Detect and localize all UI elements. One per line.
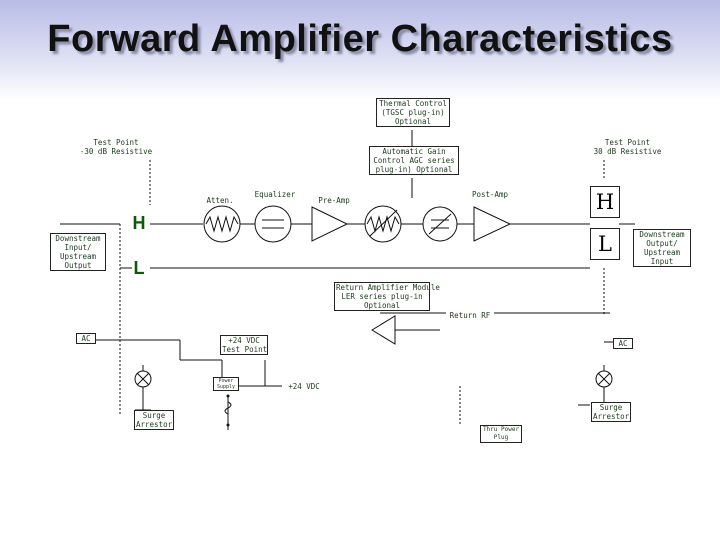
test-point-right-label: Test Point 30 dB Resistive xyxy=(593,138,662,156)
agc-label: Automatic Gain Control AGC series plug-in) Optional xyxy=(369,146,459,175)
variable-gain-symbol xyxy=(365,206,401,242)
l-left-label: L xyxy=(133,258,145,278)
h-left-label: H xyxy=(132,213,146,233)
h-right-box: H xyxy=(590,186,620,218)
pre-amp-label: Pre-Amp xyxy=(318,196,350,205)
return-rf-label: Return RF xyxy=(446,311,494,320)
equalizer-symbol xyxy=(255,206,291,242)
test-point-left-label: Test Point -30 dB Resistive xyxy=(79,138,153,156)
ac-left-label: AC xyxy=(76,333,96,344)
downstream-input-label: Downstream Input/ Upstream Output xyxy=(50,233,106,271)
page-title: Forward Amplifier Characteristics xyxy=(47,18,673,60)
surge-right-label: Surge Arrestor xyxy=(593,403,630,421)
post-amp-triangle xyxy=(474,207,510,241)
atten-label: Atten. xyxy=(206,196,234,205)
attenuator-symbol xyxy=(204,206,240,242)
post-amp-label: Post-Amp xyxy=(471,190,509,199)
return-module-label: Return Amplifier Module LER series plug-in Optional xyxy=(336,283,440,310)
thermal-control-label: Thermal Control (TGSC plug-in) Optional xyxy=(376,98,450,127)
l-right-box: L xyxy=(590,228,620,260)
power-supply-label: Power Supply xyxy=(213,377,239,391)
equalizer-label: Equalizer xyxy=(254,190,296,199)
slope-control-symbol xyxy=(423,207,457,241)
downstream-output-label: Downstream Output/ Upstream Input xyxy=(633,229,691,267)
pre-amp-triangle xyxy=(312,207,347,241)
ac-right-label: AC xyxy=(613,338,633,349)
vdc-test-point-label: +24 VDC Test Point xyxy=(222,336,268,354)
thru-power-label: Thru Power Plug xyxy=(480,425,522,443)
return-amp-triangle xyxy=(372,316,395,344)
surge-left-label: Surge Arrestor xyxy=(136,411,173,429)
vdc-label: +24 VDC xyxy=(284,382,324,391)
